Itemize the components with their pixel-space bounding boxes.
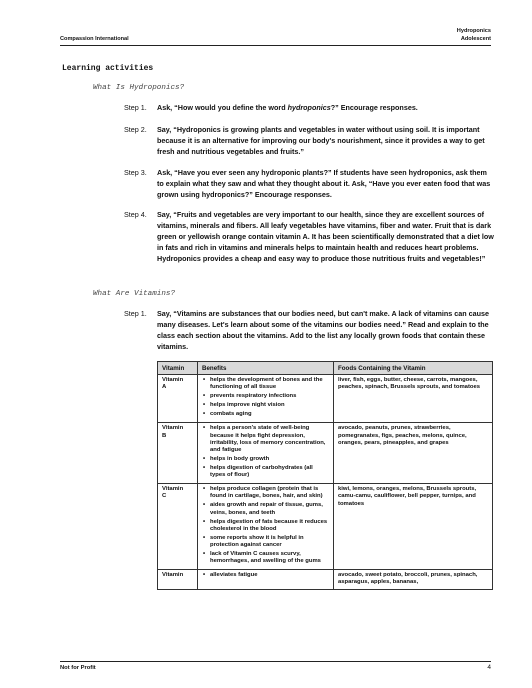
vitamin-cell: Vitamin C	[158, 484, 198, 570]
footer-divider	[60, 661, 491, 662]
step-text: Say, “Vitamins are substances that our bodies need, but can't make. A lack of vitamins can cause many diseases. Let's learn about some of the vitamins our bodies need.” Read and explain to the class each section about the vitamins. Add to the list any locally grown foods that contain these vitamins.	[157, 309, 490, 351]
benefits-cell	[198, 484, 334, 570]
list-item: • aides growth and repair of tissue, gums, veins, bones, and teeth	[202, 502, 329, 516]
column-header-benefits: Benefits	[198, 362, 334, 375]
list-item: • alleviates fatigue	[202, 572, 329, 579]
list-item: • some reports show it is helpful in protection against cancer	[202, 535, 329, 549]
step-label: Step 2.	[124, 125, 147, 134]
header-topic-block	[457, 27, 491, 43]
footer-label: Not for Profit	[60, 665, 96, 671]
step-4-hydroponics	[124, 209, 494, 264]
list-item: • helps the development of bones and the functioning of all tissue	[202, 377, 329, 391]
list-item: • prevents respiratory infections	[202, 393, 329, 400]
step-text: Ask, “Have you ever seen any hydroponic plants?” If students have seen hydroponics, ask them to explain what they saw and what they thought about it. Ask, “Have you ever eaten food that was grown using hydroponics?” Encourage responses.	[157, 168, 491, 199]
foods-cell: avocado, peanuts, prunes, strawberries, pomegranates, figs, peaches, melons, quince, oranges, pears, pineapples, and grapes	[334, 423, 493, 484]
foods-cell: liver, fish, eggs, butter, cheese, carrots, mangoes, peaches, spinach, Brussels sprouts, and tomatoes	[334, 375, 493, 423]
list-item: • helps improve night vision	[202, 402, 329, 409]
list-item: • helps produce collagen (protein that is found in cartilage, bones, hair, and skin)	[202, 486, 329, 500]
step-2-hydroponics	[124, 124, 494, 157]
step-label: Step 3.	[124, 168, 147, 177]
list-item: • lack of Vitamin C causes scurvy, hemorrhages, and swelling of the gums	[202, 551, 329, 565]
header-topic: Hydroponics	[456, 28, 491, 34]
list-item: • helps digestion of fats because it reduces cholesterol in the blood	[202, 519, 329, 533]
table-row	[158, 570, 493, 589]
list-item: • helps in body growth	[202, 456, 329, 463]
foods-cell: avocado, sweet potato, broccoli, prunes, spinach, asparagus, apples, bananas,	[334, 570, 493, 589]
step-1-vitamins	[124, 308, 494, 352]
table-header-row	[158, 362, 493, 375]
benefits-cell	[198, 375, 334, 423]
header-organization: Compassion International	[60, 36, 129, 42]
subhead-what-is-hydroponics: What Is Hydroponics?	[93, 84, 185, 92]
step-text: Say, “Fruits and vegetables are very important to our health, since they are excellent sources of vitamins, minerals and fibers. All leafy vegetables have vitamins, fiber and water. Fruit that is dark green or yellowish orange contain vitamin A. It has been scientifically demonstrated that a diet low in fats and rich in vitamins and minerals helps to maintain health and reduces heart problems. Hydroponics provides a cheap and easy way to produce those nutritious fruits and vegetables!”	[157, 210, 494, 263]
vitamin-cell: Vitamin	[158, 570, 198, 589]
step-3-hydroponics	[124, 167, 494, 200]
table-row	[158, 375, 493, 423]
step-label: Step 1.	[124, 309, 147, 318]
step-text: Say, “Hydroponics is growing plants and vegetables in water without using soil. It is important because it is an alternative for improving our body's nourishment, since it provides a way to get fresh and nutritious vegetables and fruits.”	[157, 125, 485, 156]
list-item: • helps digestion of carbohydrates (all types of flour)	[202, 465, 329, 479]
table-row	[158, 423, 493, 484]
foods-cell: kiwi, lemons, oranges, melons, Brussels sprouts, camu-camu, cauliflower, bell pepper, turnips, and tomatoes	[334, 484, 493, 570]
section-title: Learning activities	[62, 64, 154, 73]
vitamin-cell: Vitamin B	[158, 423, 198, 484]
list-item: • combats aging	[202, 411, 329, 418]
step-text: Ask, “How would you define the word hydroponics?” Encourage responses.	[157, 103, 418, 112]
benefits-cell	[198, 570, 334, 589]
column-header-foods: Foods Containing the Vitamin	[334, 362, 493, 375]
step-1-hydroponics	[124, 102, 494, 113]
list-item: • helps a person's state of well-being because it helps fight depression, irritability, loss of memory concentration, and fatigue	[202, 425, 329, 454]
subhead-what-are-vitamins: What Are Vitamins?	[93, 290, 176, 298]
column-header-vitamin: Vitamin	[158, 362, 198, 375]
header-divider	[60, 45, 491, 46]
page-number: 4	[487, 664, 491, 671]
benefits-cell	[198, 423, 334, 484]
step-label: Step 4.	[124, 210, 147, 219]
vitamin-table	[157, 361, 493, 590]
table-row	[158, 484, 493, 570]
step-label: Step 1.	[124, 103, 147, 112]
header-audience: Adolescent	[460, 36, 491, 42]
vitamin-cell: Vitamin A	[158, 375, 198, 423]
